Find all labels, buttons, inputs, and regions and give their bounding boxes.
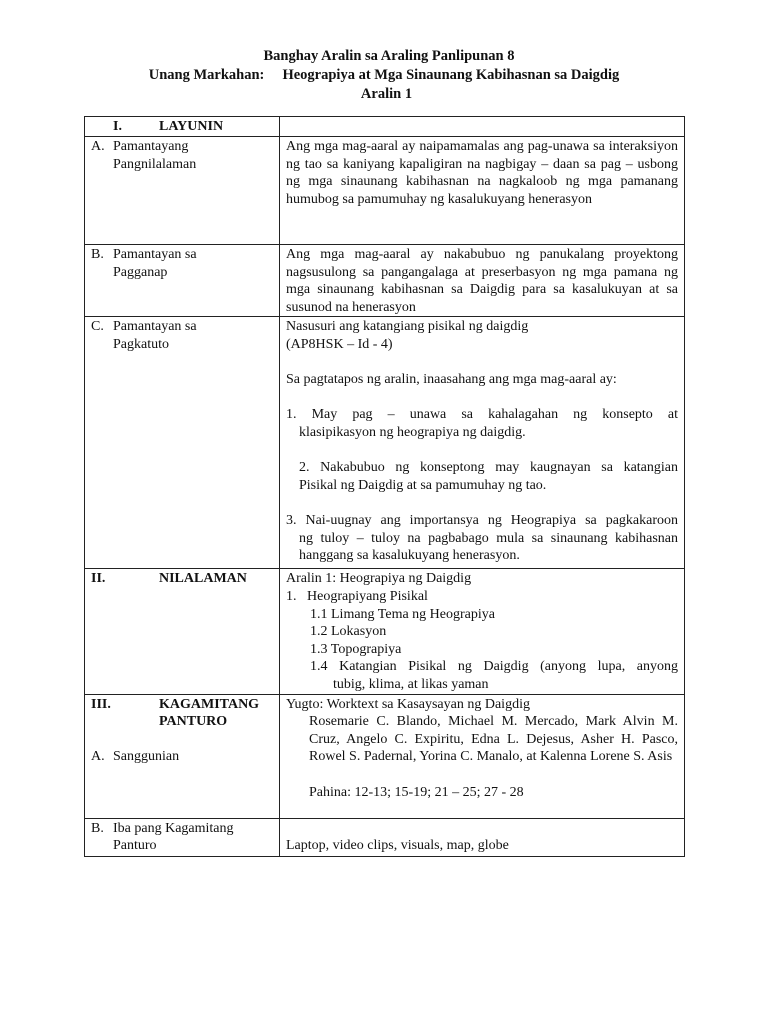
quarter-line [0,66,768,85]
objective-2-line-1: 2. Nakabubuo ng konseptong may kaugnayan sa katangian [299,460,678,476]
row-label-c [85,317,280,569]
objective-1-line-1: 1. May pag – unawa sa kahalagahan ng konsepto at [286,407,678,423]
table-row-iba-pang-kagamitan [85,818,685,856]
objective-3-line-2: ng tuloy – tuloy na pagbabago mula sa sinaunang kabihasnan [299,530,678,546]
reference-title: Yugto: Worktext sa Kasaysayan ng Daigdig [286,696,530,712]
label-line: Panturo [113,838,157,854]
subtopic-2: 1.2 Lokasyon [310,624,387,640]
reference-pages: Pahina: 12-13; 15-19; 21 – 25; 27 - 28 [309,784,524,800]
label-line: Pamantayan sa [113,319,197,335]
reference-authors: Rosemarie C. Blando, Michael M. Mercado, Mark Alvin M. Cruz, Angelo C. Expiritu, Edna L. Dejesus, Asher H. Pasco, Rowel S. Padernal, Yorina C. Manalo, at Kalenna Lorene S. Asis [309,714,678,765]
objective-3-line-1: 3. Nai-uugnay ang importansya ng Heograpiya sa pagkakaroon [286,512,678,528]
label-line: Pangnilalaman [113,156,197,172]
section-heading-layunin [85,117,280,137]
item-marker: A. [91,139,105,154]
subtopic-1: 1.1 Limang Tema ng Heograpiya [310,606,495,622]
row-label-a [85,137,280,245]
competency-code: (AP8HSK – Id - 4) [286,336,393,352]
quarter-label: Unang Markahan: [148,67,265,83]
row-label-b-materials [85,818,280,856]
content-standard-text: Ang mga mag-aaral ay naipamamalas ang pag-unawa sa interaksiyon ng tao sa kaniyang kapaligiran na nagbigay – daan sa pag – usbong ng mga sinaunang kabihasnan na nagkaloob ng mga pamanang humubog sa pamumuhay ng kasalukuyang henerasyon [280,137,685,245]
document-header [0,47,768,104]
section-heading-kagamitan [85,694,280,818]
section-title: NILALAMAN [159,571,247,587]
lesson-number: Aralin 1 [360,86,413,102]
table-row-layunin [85,117,685,137]
item-marker: C. [91,319,104,335]
references-cell [280,694,685,818]
subtopic-4-line-1: 1.4 Katangian Pisikal ng Daigdig (anyong lupa, anyong [310,659,678,675]
roman-numeral: II. [91,571,106,587]
objective-1-line-2: klasipikasyon ng heograpiya ng daigdig. [299,424,526,440]
content-cell [280,569,685,694]
lesson-plan-title: Banghay Aralin sa Araling Panlipunan 8 [263,48,515,64]
roman-numeral: III. [91,696,111,712]
section-heading-nilalaman [85,569,280,694]
performance-standard-text: Ang mga mag-aaral ay nakabubuo ng panukalang proyektong nagsusulong sa pangangalaga at preserbasyon ng mga pamana ng mga sinaunang kabihasnan sa Daigdig para sa kasalukuyan at sa susunod na henerasyon [280,245,685,317]
item-marker: A. [91,749,105,765]
table-row-nilalaman [85,569,685,694]
lesson-plan-table [84,116,685,857]
sanggunian-label: Sanggunian [113,749,180,765]
table-row-pamantayan-sa-pagganap [85,245,685,317]
objectives-intro: Sa pagtatapos ng aralin, inaasahang ang mga mag-aaral ay: [286,372,617,388]
lesson-title: Aralin 1: Heograpiya ng Daigdig [286,571,472,587]
empty-cell [280,117,685,137]
label-line: Pamantayan sa [113,247,197,262]
section-title-line: PANTURO [159,714,228,730]
row-label-b [85,245,280,317]
table-row-pamantayan-sa-pagkatuto [85,317,685,569]
item-marker: B. [91,247,104,262]
other-materials-text: Laptop, video clips, visuals, map, globe [280,818,685,856]
subtopic-3: 1.3 Topograpiya [310,641,402,657]
roman-numeral: I. [113,119,122,134]
subtopic-4-line-2: tubig, klima, at likas yaman [333,676,489,692]
item-marker: B. [91,820,104,836]
competency-text: Nasusuri ang katangiang pisikal ng daigdig [286,319,529,335]
label-line: Iba pang Kagamitang [113,820,234,836]
table-row-kagamitang-panturo [85,694,685,818]
topic-heading: 1. Heograpiyang Pisikal [286,588,428,604]
objective-3-line-3: hanggang sa kasalukuyang henerasyon. [299,548,520,564]
label-line: Pagganap [113,264,168,280]
objective-2-line-2: Pisikal ng Daigdig at sa pamumuhay ng tao. [299,477,547,493]
label-line: Pamantayang [113,139,189,154]
learning-competency-cell [280,317,685,569]
section-title-line: KAGAMITANG [159,696,260,712]
section-title: LAYUNIN [159,119,224,134]
label-line: Pagkatuto [113,336,169,352]
quarter-title: Heograpiya at Mga Sinaunang Kabihasnan sa Daigdig [282,67,620,83]
table-row-pamantayang-pangnilalaman [85,137,685,245]
